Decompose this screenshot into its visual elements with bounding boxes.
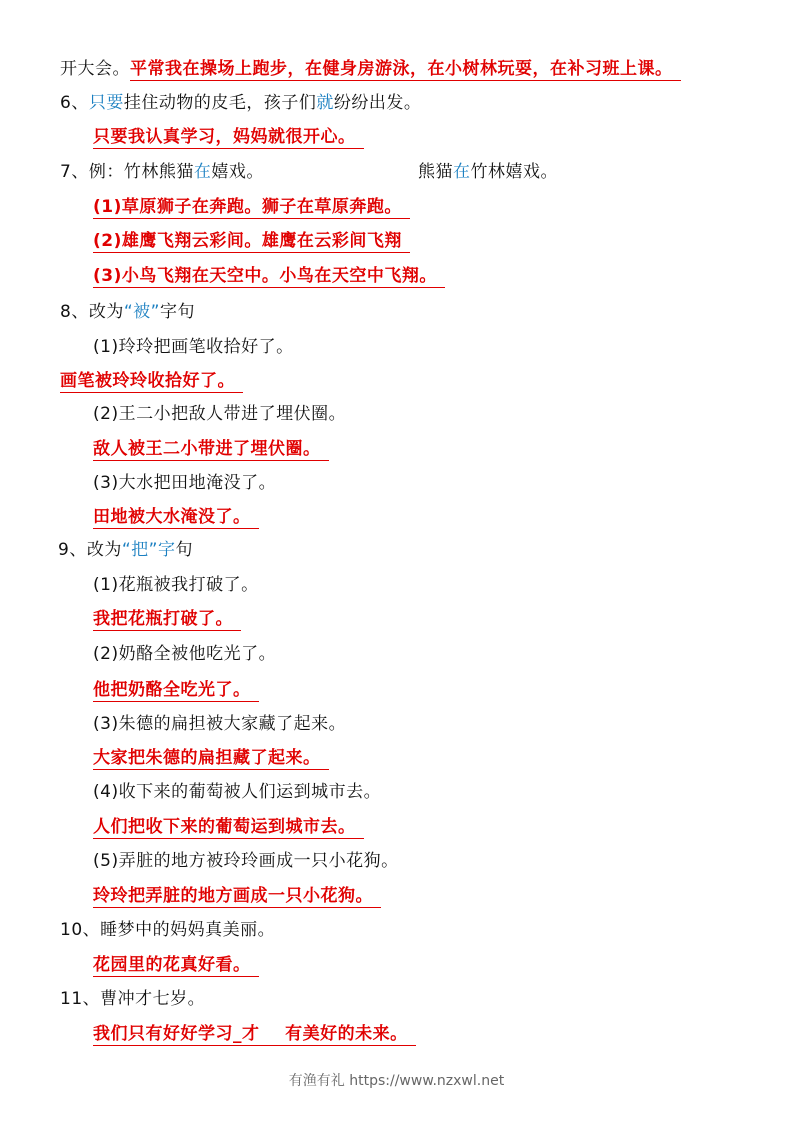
text-line	[93, 781, 381, 803]
answer-text: 玲玲把弄脏的地方画成一只小花狗。	[93, 886, 381, 908]
text-line	[93, 438, 329, 460]
question-text: (1)花瓶被我打破了。	[93, 575, 259, 595]
question-text: 开大会。	[60, 59, 130, 79]
question-text: 6、	[60, 93, 89, 113]
keyword-highlight: “把”字	[121, 540, 176, 560]
text-line	[93, 196, 410, 218]
text-line	[93, 265, 445, 287]
text-line	[93, 574, 259, 596]
question-text: 11、曹冲才七岁。	[60, 989, 206, 1009]
question-text: (3)朱德的扁担被大家藏了起来。	[93, 714, 347, 734]
question-text: 10、睡梦中的妈妈真美丽。	[60, 920, 276, 940]
keyword-highlight: 在	[453, 162, 471, 182]
text-line	[60, 92, 421, 114]
text-line	[93, 816, 364, 838]
text-line	[60, 161, 558, 183]
answer-text: 大家把朱德的扁担藏了起来。	[93, 748, 329, 770]
answer-text: 我们只有好好学习_才 有美好的未来。	[93, 1024, 416, 1046]
answer-text: (2)雄鹰飞翔云彩间。雄鹰在云彩间飞翔	[93, 231, 410, 253]
text-line	[93, 506, 259, 528]
question-text: (3)大水把田地淹没了。	[93, 473, 277, 493]
answer-text: (3)小鸟飞翔在天空中。小鸟在天空中飞翔。	[93, 266, 445, 288]
question-text: (2)王二小把敌人带进了埋伏圈。	[93, 404, 347, 424]
question-text: 竹林嬉戏。	[470, 162, 558, 182]
question-text: 字句	[159, 302, 195, 322]
text-line	[93, 230, 410, 252]
keyword-highlight: 只要	[88, 93, 124, 113]
example-answer	[418, 161, 558, 183]
text-line	[93, 126, 364, 148]
question-text: 熊猫	[418, 162, 453, 182]
text-line	[93, 679, 259, 701]
text-line	[93, 472, 276, 494]
question-text: 挂住动物的皮毛，孩子们	[123, 93, 317, 113]
text-line	[60, 58, 681, 80]
answer-text: 他把奶酪全吃光了。	[93, 680, 259, 702]
answer-text: 人们把收下来的葡萄运到城市去。	[93, 817, 364, 839]
question-text: (1)玲玲把画笔收拾好了。	[93, 337, 294, 357]
text-line	[93, 403, 346, 425]
text-line	[60, 301, 195, 323]
text-line	[58, 539, 193, 561]
text-line	[60, 919, 275, 941]
text-line	[60, 370, 243, 392]
text-line	[93, 608, 241, 630]
text-line	[60, 988, 205, 1010]
footer-watermark: 有渔有礼 https://www.nzxwl.net	[288, 1073, 505, 1089]
question-text: (2)奶酪全被他吃光了。	[93, 644, 277, 664]
question-text: 7、例：竹林熊猫	[60, 162, 194, 182]
answer-text: 画笔被玲玲收拾好了。	[60, 371, 243, 393]
answer-text: 我把花瓶打破了。	[93, 609, 241, 631]
question-text: 8、改为	[60, 302, 124, 322]
text-line	[93, 850, 399, 872]
text-line	[93, 643, 276, 665]
keyword-highlight: 就	[316, 93, 334, 113]
question-text: 9、改为	[58, 540, 122, 560]
keyword-highlight: 在	[193, 162, 212, 182]
answer-text: 敌人被王二小带进了埋伏圈。	[93, 439, 329, 461]
question-text: (5)弄脏的地方被玲玲画成一只小花狗。	[93, 851, 399, 871]
answer-text: 田地被大水淹没了。	[93, 507, 259, 529]
text-line	[93, 1023, 416, 1045]
question-text: 纷纷出发。	[333, 93, 422, 113]
text-line	[93, 954, 259, 976]
text-line	[93, 336, 294, 358]
text-line	[93, 713, 346, 735]
keyword-highlight: “被”	[123, 302, 160, 322]
question-text: 句	[175, 540, 193, 560]
text-line	[93, 885, 381, 907]
answer-text: 花园里的花真好看。	[93, 955, 259, 977]
answer-text: 平常我在操场上跑步，在健身房游泳，在小树林玩耍，在补习班上课。	[130, 59, 681, 81]
question-text: (4)收下来的葡萄被人们运到城市去。	[93, 782, 382, 802]
answer-text: 只要我认真学习，妈妈就很开心。	[93, 127, 364, 149]
answer-text: (1)草原狮子在奔跑。狮子在草原奔跑。	[93, 197, 410, 219]
question-text: 嬉戏。	[211, 162, 264, 182]
text-line	[93, 747, 329, 769]
